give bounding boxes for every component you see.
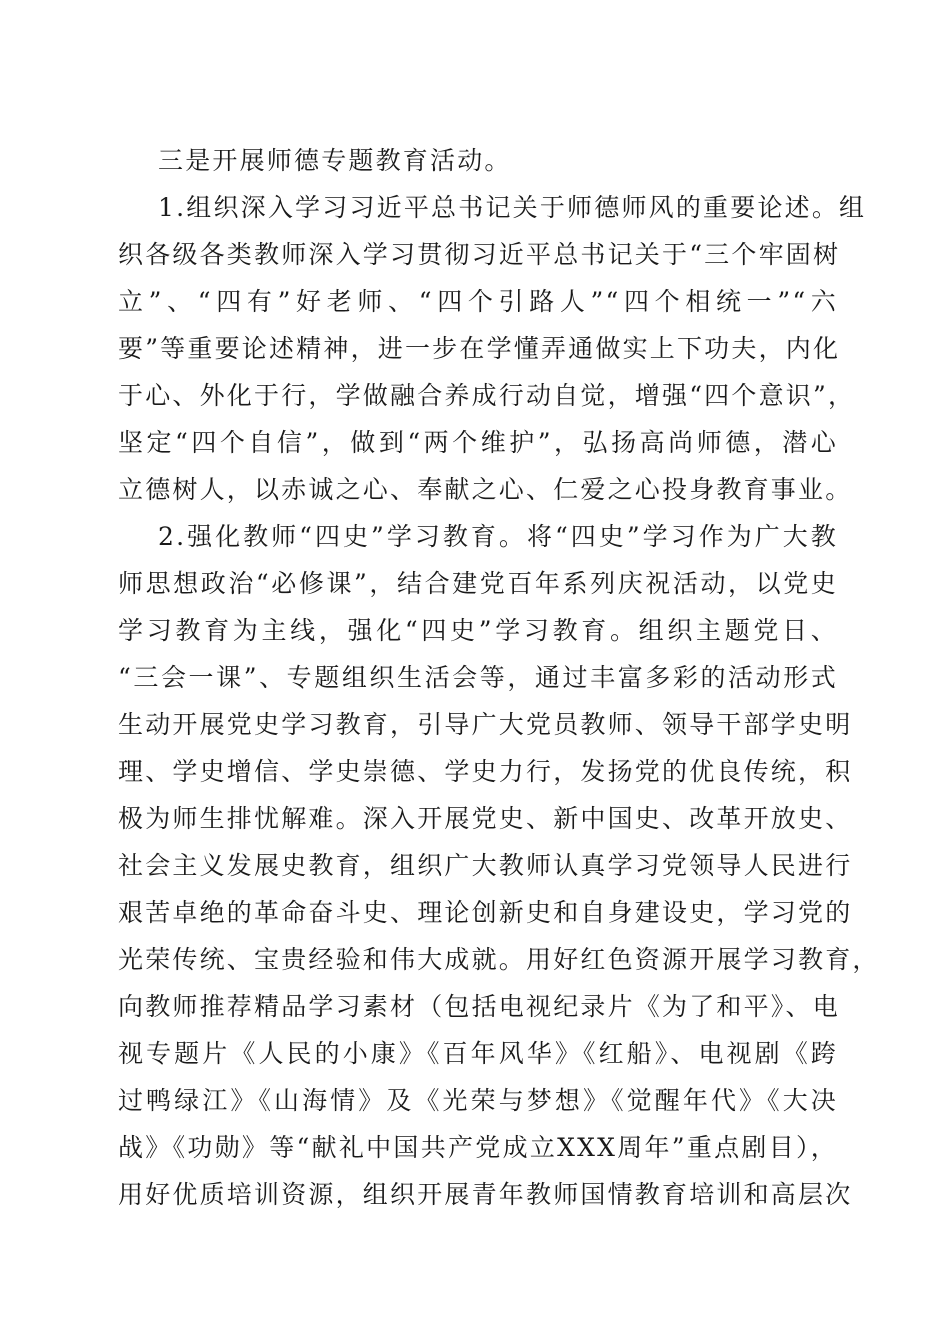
section-heading: 三是开展师德专题教育活动。 (158, 146, 512, 175)
paragraph-line: 坚定“四个自信”，做到“两个维护”，弘扬高尚师德，潜心 (118, 428, 838, 457)
paragraph-line: 光荣传统、宝贵经验和伟大成就。用好红色资源开展学习教育， (118, 945, 880, 974)
paragraph-line: 1.组织深入学习习近平总书记关于师德师风的重要论述。组 (158, 193, 867, 222)
paragraph-line: 师思想政治“必修课”，结合建党百年系列庆祝活动，以党史 (118, 569, 838, 598)
paragraph-line: 织各级各类教师深入学习贯彻习近平总书记关于“三个牢固树 (118, 240, 841, 269)
paragraph-line: 学习教育为主线，强化“四史”学习教育。组织主题党日、 (118, 616, 838, 645)
paragraph-line: 极为师生排忧解难。深入开展党史、新中国史、改革开放史、 (118, 804, 853, 833)
paragraph-line: 2.强化教师“四史”学习教育。将“四史”学习作为广大教 (158, 522, 838, 551)
paragraph-line: 生动开展党史学习教育，引导广大党员教师、领导干部学史明 (118, 710, 853, 739)
paragraph-line: 向教师推荐精品学习素材（包括电视纪录片《为了和平》、电 (118, 992, 840, 1021)
paragraph-line: 艰苦卓绝的革命奋斗史、理论创新史和自身建设史，学习党的 (118, 898, 853, 927)
paragraph-line: 社会主义发展史教育，组织广大教师认真学习党领导人民进行 (118, 851, 853, 880)
paragraph-line: 战》《功勋》等“献礼中国共产党成立XXX周年”重点剧目）， (118, 1133, 838, 1162)
paragraph-line: 用好优质培训资源，组织开展青年教师国情教育培训和高层次 (118, 1180, 853, 1209)
paragraph-line: 要”等重要论述精神，进一步在学懂弄通做实上下功夫，内化 (118, 334, 841, 363)
paragraph-line: 理、学史增信、学史崇德、学史力行，发扬党的优良传统，积 (118, 757, 853, 786)
paragraph-line: 过鸭绿江》《山海情》及《光荣与梦想》《觉醒年代》《大决 (118, 1086, 838, 1115)
paragraph-line: 视专题片《人民的小康》《百年风华》《红船》、电视剧《跨 (118, 1039, 838, 1068)
paragraph-line: 于心、外化于行，学做融合养成行动自觉，增强“四个意识”， (118, 381, 856, 410)
paragraph-line: “三会一课”、专题组织生活会等，通过丰富多彩的活动形式 (118, 663, 838, 692)
paragraph-line: 立”、“四有”好老师、“四个引路人”“四个相统一”“六 (118, 287, 838, 316)
paragraph-line: 立德树人，以赤诚之心、奉献之心、仁爱之心投身教育事业。 (118, 475, 853, 504)
